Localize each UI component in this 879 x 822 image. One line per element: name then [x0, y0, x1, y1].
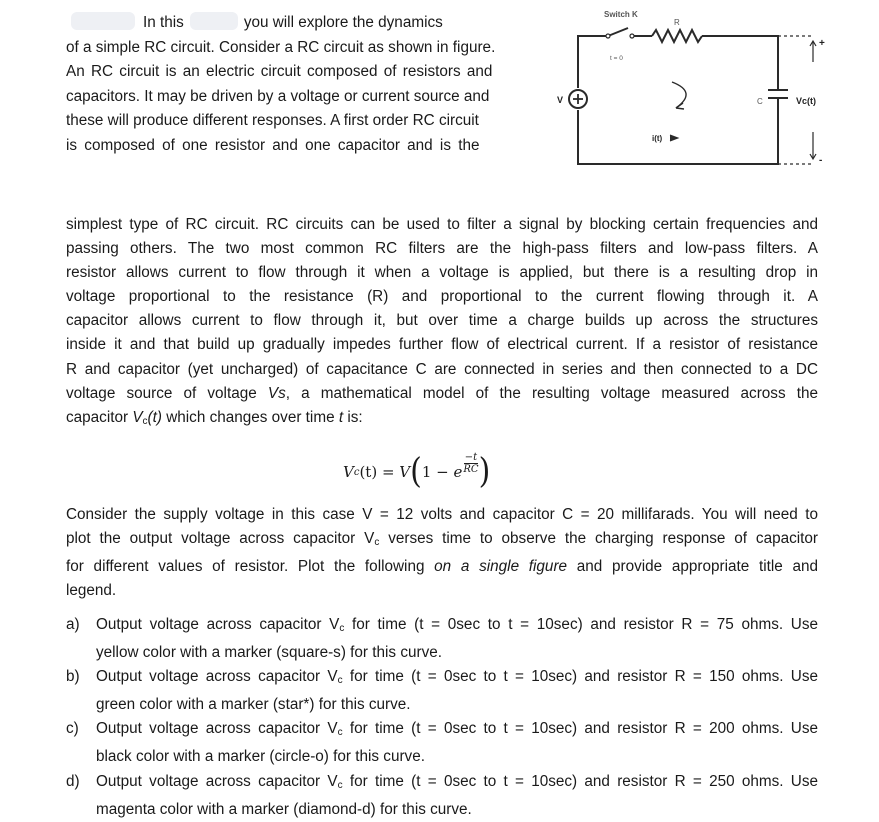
- body-line: inside it and that build up gradually impedes further flow of electrical current. If a resistor of resistance: [66, 336, 818, 354]
- intro-line-1: In this you will explore the dynamics: [66, 11, 536, 36]
- resistor-icon: [652, 30, 702, 42]
- list-item: c) Output voltage across capacitor $V_c$ for time (t = 0sec to t = 10sec) and resistor R = 200 ohms. Use black color with a marker (circle-o) for this curve.: [66, 720, 818, 766]
- body-line: voltage source of voltage Vs, a mathematical model of the resulting voltage measured across the: [66, 384, 818, 402]
- list-item: d) Output voltage across capacitor $V_c$ for time (t = 0sec to t = 10sec) and resistor R = 250 ohms. Use magenta color with a marker (diamond-d) for this curve.: [66, 772, 818, 818]
- switch-time-label: t = 0: [610, 55, 623, 62]
- body-line: R and capacitor (yet uncharged) of capacitance C are connected in series and then connected to a DC: [66, 360, 818, 378]
- body-line: capacitor allows current to flow through it, but over time a charge builds up across the structures: [66, 312, 818, 330]
- list-item: a) Output voltage across capacitor $V_c$ for time (t = 0sec to t = 10sec) and resistor R = 75 ohms. Use yellow color with a marker (square-s) for this curve.: [66, 616, 819, 662]
- rc-circuit-diagram: [548, 8, 848, 170]
- redacted-text: [190, 12, 238, 30]
- para2-line: plot the output voltage across capacitor $V_c$ verses time to observe the charging response of capacitor: [66, 530, 818, 549]
- wire-top-left: [578, 36, 608, 38]
- intro-line-6: is composed of one resistor and one capacitor and is the: [66, 136, 480, 154]
- task-list: [66, 613, 818, 822]
- left-paren: (: [410, 451, 422, 492]
- main-paragraph: [66, 213, 818, 434]
- source-label: V: [557, 95, 564, 105]
- para2-line: for different values of resistor. Plot the following on a single figure and provide appropriate title and: [66, 558, 818, 576]
- intro-line-3: An RC circuit is an electric circuit composed of resistors and: [66, 63, 493, 80]
- list-item: b) Output voltage across capacitor $V_c$ for time (t = 0sec to t = 10sec) and resistor R = 150 ohms. Use green color with a marker (star*) for this curve.: [66, 668, 818, 714]
- body-line: passing others. The two most common RC filters are the high-pass filters and low-pass filters. A: [66, 240, 818, 258]
- current-arrow: [672, 82, 686, 108]
- current-label: i(t): [652, 134, 663, 143]
- para2-line: Consider the supply voltage in this case V = 12 volts and capacitor C = 20 millifarads. You will need to: [66, 506, 818, 523]
- body-line: capacitor $V_c(t)$ which changes over time t is:: [66, 408, 363, 427]
- body-line: resistor allows current to flow through it when a voltage is applied, but there is a resulting drop in: [66, 264, 818, 282]
- body-line: simplest type of RC circuit. RC circuits can be used to filter a signal by blocking certain frequencies and: [66, 216, 818, 233]
- switch-label: Switch K: [604, 10, 638, 19]
- vc-plus: +: [819, 38, 825, 49]
- switch-blade: [608, 28, 628, 36]
- intro-paragraph: [66, 11, 536, 158]
- intro-line-2: of a simple RC circuit. Consider a RC circuit as shown in figure.: [66, 38, 496, 56]
- intro-line-4: capacitors. It may be driven by a voltage or current source and: [66, 87, 490, 105]
- para2-line: legend.: [66, 582, 117, 600]
- resistor-label: R: [674, 18, 680, 27]
- capacitor-voltage-equation: V c (t) = V ( 1 − e $\frac{-t}{RC}$ ): [343, 451, 491, 492]
- redacted-text: [71, 12, 135, 30]
- right-paren: ): [478, 451, 491, 492]
- vc-label: Vc(t): [796, 96, 816, 106]
- instructions-paragraph: [66, 503, 818, 603]
- intro-line-5: these will produce different responses. A first order RC circuit: [66, 112, 479, 129]
- wire-top-right: [702, 36, 778, 90]
- body-line: voltage proportional to the resistance (R) and proportional to the current flowing through it. A: [66, 288, 818, 306]
- vc-minus: -: [819, 155, 823, 166]
- exponent-fraction: $\frac{-t}{RC}$: [463, 452, 479, 475]
- capacitor-label: C: [757, 97, 763, 106]
